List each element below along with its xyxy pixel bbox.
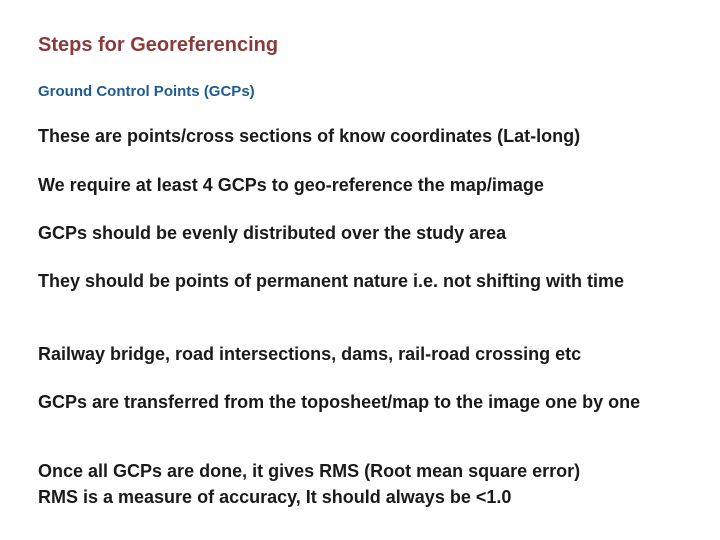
slide-title: Steps for Georeferencing (38, 34, 279, 56)
bullet-text: GCPs should be evenly distributed over the study area (38, 223, 507, 243)
bullet-text: GCPs are transferred from the toposheet/map to the image one by one (38, 392, 641, 412)
bullet-text: We require at least 4 GCPs to geo-reference the map/image (38, 175, 544, 195)
bullet-text: These are points/cross sections of know coordinates (Lat-long) (38, 126, 581, 146)
slide-subtitle: Ground Control Points (GCPs) (38, 83, 255, 100)
bullet-text: They should be points of permanent nature i.e. not shifting with time (38, 271, 625, 291)
bullet-text: Once all GCPs are done, it gives RMS (Root mean square error) (38, 461, 581, 481)
bullet-text: RMS is a measure of accuracy, It should always be <1.0 (38, 487, 512, 507)
bullet-text: Railway bridge, road intersections, dams, rail-road crossing etc (38, 344, 582, 364)
